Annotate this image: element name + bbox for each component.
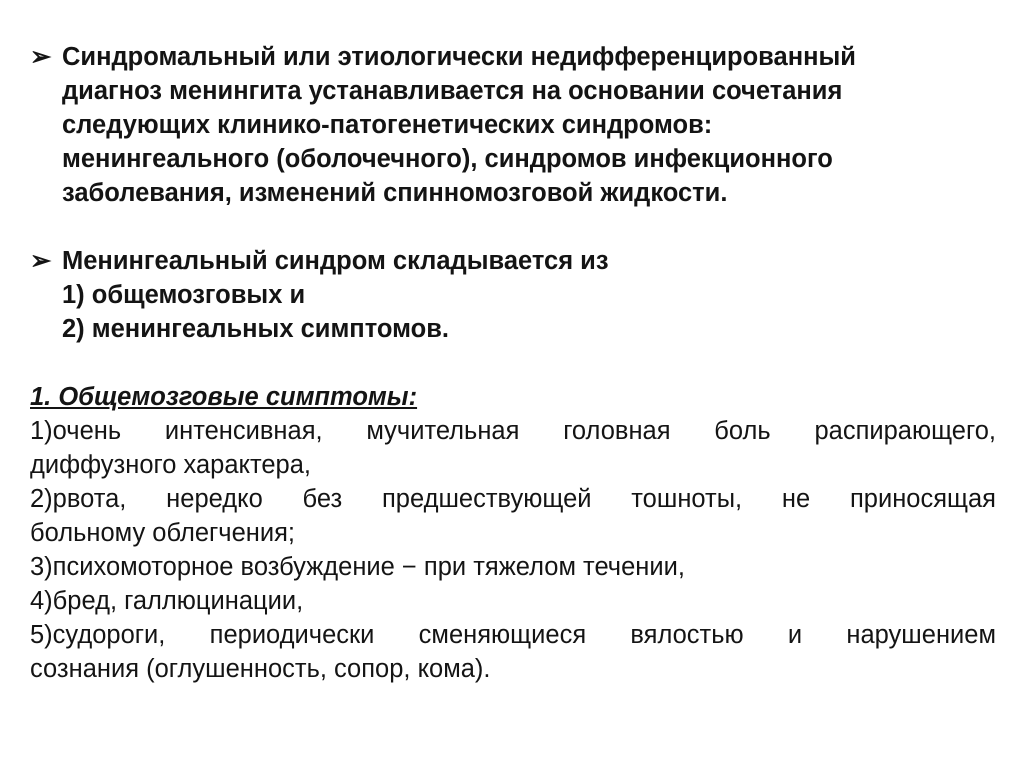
arrow-bullet-icon: ➢: [30, 247, 52, 275]
symptom-row: 5)судороги, периодически сменяющиеся вялостью и нарушением: [30, 621, 996, 649]
symptom-item: [30, 482, 996, 550]
bullet-meningeal-syndrome: [30, 244, 996, 346]
text-line: 2) менингеальных симптомов.: [62, 315, 449, 343]
arrow-bullet-icon: ➢: [30, 43, 52, 71]
spacer: [30, 210, 996, 244]
symptom-row: 3)психомоторное возбуждение − при тяжелом течении,: [30, 553, 685, 581]
text-line: Менингеальный синдром складывается из: [62, 247, 609, 275]
text-line: менингеального (оболочечного), синдромов инфекционного: [62, 145, 833, 173]
symptom-row: диффузного характера,: [30, 451, 311, 479]
symptom-row: 2)рвота, нередко без предшествующей тошноты, не приносящая: [30, 485, 996, 513]
bullet-syndromal-diagnosis: [30, 40, 996, 210]
symptom-item: [30, 550, 996, 584]
text-line: 1) общемозговых и: [62, 281, 306, 309]
symptom-item: [30, 414, 996, 482]
symptom-row: 4)бред, галлюцинации,: [30, 587, 304, 615]
bullet-text: [62, 244, 996, 346]
text-line: диагноз менингита устанавливается на основании сочетания: [62, 77, 843, 105]
text-line: заболевания, изменений спинномозговой жидкости.: [62, 179, 728, 207]
symptom-item: [30, 618, 996, 686]
slide-content: [30, 40, 996, 686]
symptom-item: [30, 584, 996, 618]
spacer: [30, 346, 996, 380]
symptom-row: больному облегчения;: [30, 519, 295, 547]
symptom-row: сознания (оглушенность, сопор, кома).: [30, 655, 491, 683]
section-heading: 1. Общемозговые симптомы:: [30, 383, 418, 411]
text-line: следующих клинико-патогенетических синдромов:: [62, 111, 713, 139]
text-line: Синдромальный или этиологически недифференцированный: [62, 43, 856, 71]
bullet-text: [62, 40, 996, 210]
symptom-row: 1)очень интенсивная, мучительная головная боль распирающего,: [30, 417, 996, 445]
